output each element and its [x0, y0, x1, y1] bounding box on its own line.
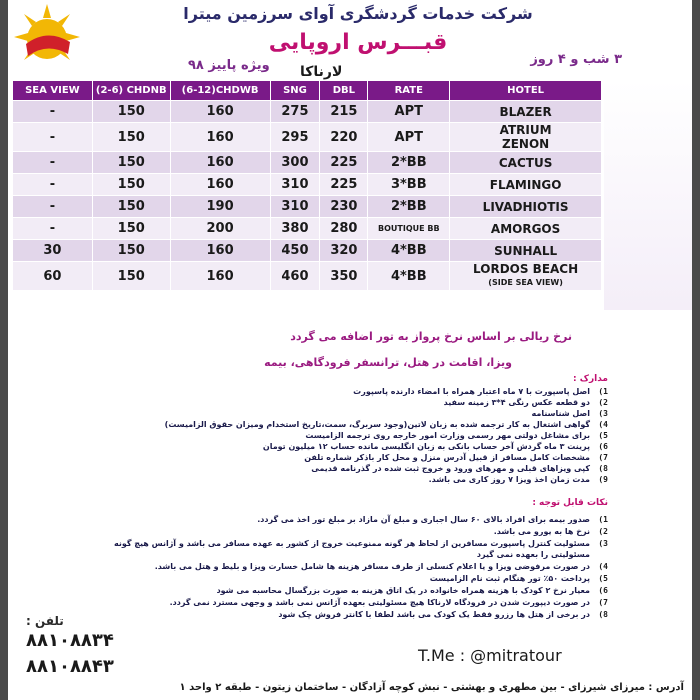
col-chdnb: (2-6) CHDNB	[92, 81, 170, 101]
documents-list	[88, 386, 608, 485]
phone-number-1: ۸۸۱۰۸۸۳۴	[26, 630, 114, 651]
sng-cell: 450	[270, 240, 320, 262]
hotel-name: CACTUS	[498, 155, 553, 170]
chdnb-cell: 150	[92, 240, 170, 262]
rate-cell: 3*BB	[368, 174, 450, 196]
sea-view-cell: 30	[13, 240, 93, 262]
list-number: 5)	[598, 574, 608, 583]
dbl-cell: 220	[320, 123, 368, 152]
tour-flyer	[8, 0, 692, 700]
hotel-name: LIVADHIOTIS	[482, 199, 569, 214]
chdnb-cell: 150	[92, 218, 170, 240]
services-note: ویزا، اقامت در هتل، ترانسفر فرودگاهی، بیمه	[264, 356, 512, 369]
rate-cell: 2*BB	[368, 152, 450, 174]
hotel-name: SUNHALL	[494, 243, 558, 258]
sng-cell: 310	[270, 196, 320, 218]
hotel-cell	[450, 174, 602, 196]
address: آدرس : میرزای شیرزای - بین مطهری و بهشتی - نبش کوچه آزادگان - ساختمان زیتون - طبقه ۲ واحد ۱	[179, 682, 684, 693]
chdwb-cell: 190	[170, 196, 270, 218]
sng-cell: 300	[270, 152, 320, 174]
notes-title: نکات قابل توجه :	[532, 498, 608, 508]
list-number: 7)	[598, 598, 608, 607]
sng-cell: 460	[270, 262, 320, 291]
hotel-name-line2: ZENON	[502, 137, 550, 151]
hotel-cell	[450, 123, 602, 152]
table-row	[13, 101, 602, 123]
chdnb-cell: 150	[92, 123, 170, 152]
table-row	[13, 240, 602, 262]
list-number: 9)	[598, 475, 608, 484]
rate-small: BOUTIQUE BB	[377, 224, 440, 233]
tour-title: قبـــرس اروپایی	[268, 30, 448, 55]
hotel-cell	[450, 218, 602, 240]
list-item	[88, 474, 608, 485]
list-item-text: کپی ویزاهای قبلی و مهرهای ورود و خروج ثبت شده در گذرنامه قدیمی	[311, 464, 590, 473]
chdwb-cell: 200	[170, 218, 270, 240]
chdwb-cell: 160	[170, 101, 270, 123]
sng-cell: 275	[270, 101, 320, 123]
dbl-cell: 230	[320, 196, 368, 218]
dbl-cell: 320	[320, 240, 368, 262]
chdnb-cell: 150	[92, 174, 170, 196]
list-item-text: در صورت دیپورت شدن در فرودگاه لارناکا هیچ مسئولیتی بعهده آژانس نمی باشد و وجهی مسترد نمی گردد.	[169, 598, 590, 607]
list-item	[88, 526, 608, 537]
list-item-text: مسئولیت کنترل پاسپورت مسافرین از لحاظ هر گونه ممنوعیت خروج از کشور به عهده مسافر می باشد و آژانس هیچ گونه مسئولیتی را بعهده نمی گیرد	[113, 539, 590, 559]
price-table	[12, 80, 602, 291]
table-row	[13, 218, 602, 240]
table-row	[13, 262, 602, 291]
rate-cell: 4*BB	[368, 240, 450, 262]
dbl-cell: 350	[320, 262, 368, 291]
list-item	[88, 597, 608, 608]
sea-view-cell: -	[13, 152, 93, 174]
chdwb-cell: 160	[170, 152, 270, 174]
sea-view-cell: -	[13, 174, 93, 196]
col-rate: RATE	[368, 81, 450, 101]
hotel-cell	[450, 262, 602, 291]
documents-title: مدارک :	[573, 374, 608, 384]
list-item	[88, 514, 608, 525]
list-item	[88, 397, 608, 408]
hotel-name: AMORGOS	[490, 221, 561, 236]
hotel-name: FLAMINGO	[489, 177, 562, 192]
list-item-text: صدور بیمه برای افراد بالای ۶۰ سال اجباری و مبلغ آن مازاد بر مبلغ تور اخذ می گردد.	[257, 515, 590, 524]
sun-logo-icon	[14, 4, 80, 70]
chdwb-cell: 160	[170, 123, 270, 152]
rate-cell: APT	[368, 101, 450, 123]
sea-view-cell: -	[13, 101, 93, 123]
list-item	[88, 538, 608, 560]
col-sea-view: SEA VIEW	[13, 81, 93, 101]
dbl-cell: 225	[320, 152, 368, 174]
company-name: شرکت خدمات گردشگری آوای سرزمین میترا	[183, 4, 533, 23]
list-item-text: اصل شناسنامه	[531, 409, 590, 418]
hotel-cell	[450, 101, 602, 123]
list-number: 5)	[598, 431, 608, 440]
list-item-text: مدت زمان اخذ ویزا ۷ روز کاری می باشد.	[428, 475, 590, 484]
list-number: 8)	[598, 464, 608, 473]
table-row	[13, 196, 602, 218]
list-item-text: نرخ ها به یورو می باشد.	[493, 527, 590, 536]
list-number: 1)	[598, 387, 608, 396]
list-item	[88, 386, 608, 397]
sea-view-cell: -	[13, 196, 93, 218]
table-row	[13, 123, 602, 152]
rate-cell: 2*BB	[368, 196, 450, 218]
rate-cell: APT	[368, 123, 450, 152]
list-number: 4)	[598, 420, 608, 429]
list-item-text: پرینت ۳ ماه گردش آخر حساب بانکی به زبان انگلیسی مانده حساب ۱۲ میلیون تومان	[262, 442, 590, 451]
chdnb-cell: 150	[92, 262, 170, 291]
list-number: 3)	[598, 539, 608, 548]
hotel-name: LORDOS BEACH	[473, 262, 579, 276]
price-note: نرخ ریالی بر اساس نرخ پرواز به تور اضافه می گردد	[290, 330, 572, 343]
list-number: 2)	[598, 527, 608, 536]
phone-label: تلفن :	[26, 614, 64, 628]
list-item-text: معیار نرخ ۲ کودک با هزینه همراه خانواده در یک اتاق هزینه به صورت بزرگسال محاسبه می شود	[216, 586, 590, 595]
hotel-cell	[450, 196, 602, 218]
list-item-text: پرداخت ۵۰٪ تور هنگام ثبت نام الزامیست	[429, 574, 590, 583]
list-number: 4)	[598, 562, 608, 571]
chdwb-cell: 160	[170, 262, 270, 291]
list-item	[88, 463, 608, 474]
chdwb-cell: 160	[170, 240, 270, 262]
sng-cell: 380	[270, 218, 320, 240]
chdnb-cell: 150	[92, 101, 170, 123]
list-item-text: مشخصات کامل مسافر از قبیل آدرس منزل و محل کار باذکر شماره تلفن	[304, 453, 590, 462]
hotel-subtitle: (SIDE SEA VIEW)	[488, 278, 563, 287]
tour-duration: ۳ شب و ۴ روز	[530, 52, 622, 67]
sng-cell: 310	[270, 174, 320, 196]
list-item-text: دو قطعه عکس رنگی ۴*۳ زمینه سفید	[443, 398, 590, 407]
list-item-text: گواهی اشتغال به کار ترجمه شده به زبان لاتین(وجود سربرگ، سمت،تاریخ استخدام ومیزان حقوق الزامیست)	[164, 420, 590, 429]
col-sng: SNG	[270, 81, 320, 101]
dbl-cell: 215	[320, 101, 368, 123]
city-label: لارناکا	[300, 64, 343, 80]
list-item	[88, 408, 608, 419]
sng-cell: 295	[270, 123, 320, 152]
list-item	[88, 441, 608, 452]
sea-view-cell: -	[13, 123, 93, 152]
list-number: 7)	[598, 453, 608, 462]
sea-view-cell: 60	[13, 262, 93, 291]
table-row	[13, 174, 602, 196]
phone-number-2: ۸۸۱۰۸۸۴۳	[26, 656, 114, 677]
list-item	[88, 561, 608, 572]
list-item	[88, 452, 608, 463]
table-row	[13, 152, 602, 174]
list-number: 3)	[598, 409, 608, 418]
col-chdwb: (6-12)CHDWB	[170, 81, 270, 101]
col-hotel: HOTEL	[450, 81, 602, 101]
chdnb-cell: 150	[92, 196, 170, 218]
list-item	[88, 573, 608, 584]
list-number: 6)	[598, 586, 608, 595]
notes-list	[88, 514, 608, 621]
hotel-name: ATRIUM	[499, 123, 552, 137]
list-number: 6)	[598, 442, 608, 451]
list-item-text: در برخی از هتل ها رزرو فقط یک کودک می باشد لطفا با کانتر فروش چک شود	[278, 610, 590, 619]
table-side-panel	[604, 80, 692, 310]
list-item-text: در صورت مرفوضی ویزا و یا اعلام کنسلی از طرف مسافر هزینه ها شامل خسارت ویزا و بلیط و هتل می باشد.	[154, 562, 590, 571]
list-number: 8)	[598, 610, 608, 619]
col-dbl: DBL	[320, 81, 368, 101]
list-number: 2)	[598, 398, 608, 407]
sea-view-cell: -	[13, 218, 93, 240]
list-item	[88, 609, 608, 620]
list-number: 1)	[598, 515, 608, 524]
telegram-handle: T.Me : @mitratour	[418, 646, 562, 665]
dbl-cell: 225	[320, 174, 368, 196]
rate-cell: 4*BB	[368, 262, 450, 291]
dbl-cell: 280	[320, 218, 368, 240]
hotel-cell	[450, 152, 602, 174]
hotel-cell	[450, 240, 602, 262]
chdwb-cell: 160	[170, 174, 270, 196]
list-item	[88, 430, 608, 441]
list-item	[88, 419, 608, 430]
chdnb-cell: 150	[92, 152, 170, 174]
hotel-name: BLAZER	[499, 104, 552, 119]
table-header-row	[13, 81, 602, 101]
rate-cell	[368, 218, 450, 240]
list-item-text: برای مشاغل دولتی مهر رسمی وزارت امور خارجه روی ترجمه الزامیست	[305, 431, 590, 440]
list-item-text: اصل پاسپورت با ۷ ماه اعتبار همراه با امضاء دارنده پاسپورت	[353, 387, 590, 396]
list-item	[88, 585, 608, 596]
season-label: ویژه پاییز ۹۸	[188, 58, 270, 73]
